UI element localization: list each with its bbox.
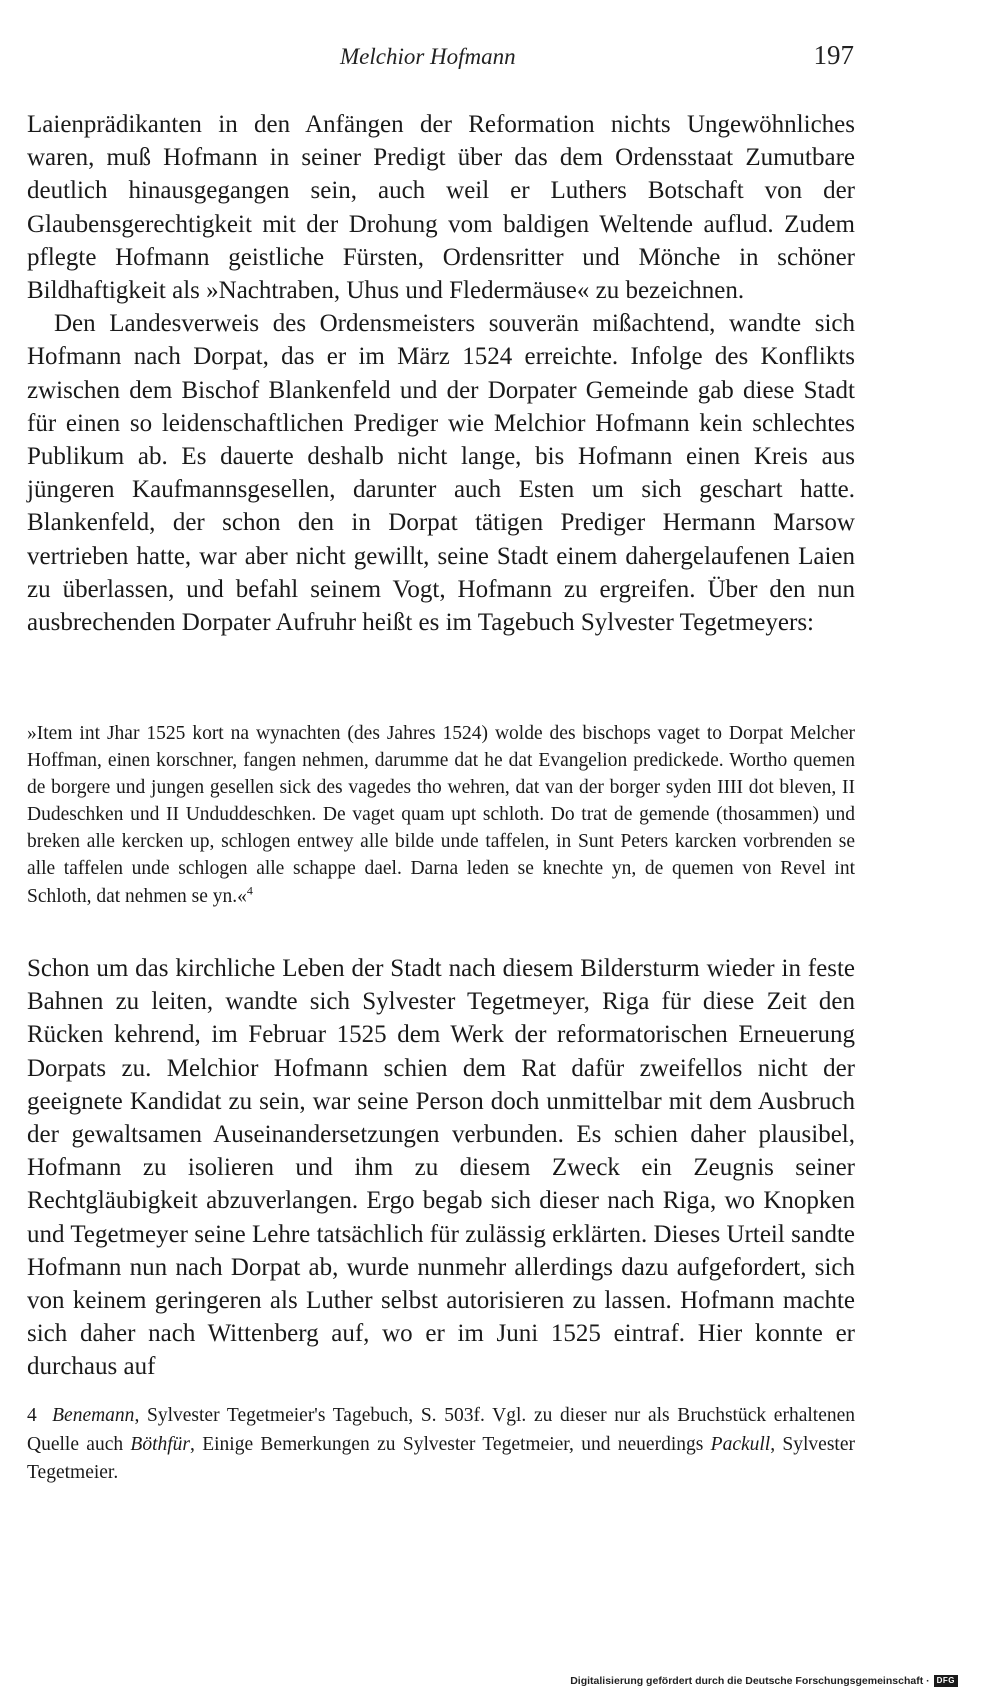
footnote-reference[interactable]: 4	[246, 883, 253, 898]
body-text-top	[27, 108, 855, 639]
footnote-text: , Einige Bemerkungen zu Sylvester Tegetmeier, und neuerdings	[190, 1433, 711, 1455]
dfg-logo-icon: DFG	[934, 1675, 958, 1687]
footnote-author: Böthfür	[130, 1433, 191, 1455]
footnote-author: Packull	[710, 1433, 771, 1455]
footnote	[27, 1402, 855, 1488]
digitization-credit	[570, 1675, 958, 1687]
footnote-text: , Sylvester Tegetmeier.	[27, 1433, 855, 1483]
running-title: Melchior Hofmann	[340, 44, 516, 69]
quote-text: »Item int Jhar 1525 kort na wynachten (des Jahres 1524) wolde des bischops vaget to Dorpat Melcher Hoffman, einen korschner, fangen nehmen, darumme dat he dat Evangelion predickede. Wortho quemen de borgere und jungen gesellen sick des vagedes tho wehren, dat van der borger syden IIII dot bleven, II Dudeschken und II Unduddeschken. De vaget quam upt schloth. Do trat de gemende (thosammen) und breken alle kercken up, schlogen entwey alle bilde unde taffelen, in Sunt Peters karcken vorbrenden se alle taffelen unde schlogen alle schappe dael. Darna leden se knechte yn, de quemen von Revel int Schloth, dat nehmen se yn.«	[27, 723, 855, 907]
paragraph-tegetmeyer: Schon um das kirchliche Leben der Stadt nach diesem Bildersturm wieder in feste Bahnen zu leiten, wandte sich Sylvester Tegetmeyer, Riga für diese Zeit den Rücken kehrend, im Februar 1525 dem Werk der reformatorischen Erneuerung Dorpats zu. Melchior Hofmann schien dem Rat dafür zweifellos nicht der geeignete Kandidat zu sein, war seine Person doch unmittelbar mit dem Ausbruch der gewaltsamen Auseinandersetzungen verbunden. Es schien daher plausibel, Hofmann zu isolieren und ihm zu diesem Zweck ein Zeugnis seiner Rechtgläubigkeit abzuverlangen. Ergo begab sich dieser nach Riga, wo Knopken und Tegetmeyer seine Lehre tatsächlich für zulässig erklärten. Dieses Urteil sandte Hofmann nun nach Dorpat ab, wurde nunmehr allerdings dazu aufgefordert, sich von keinem geringeren als Luther selbst autorisieren zu lassen. Hofmann machte sich daher nach Wittenberg auf, wo er im Juni 1525 eintraf. Hier konnte er durchaus auf	[27, 955, 855, 1381]
paragraph-dorpat: Den Landesverweis des Ordensmeisters souverän mißachtend, wandte sich Hofmann nach Dorpat, das er im März 1524 erreichte. Infolge des Konflikts zwischen dem Bischof Blankenfeld und der Dorpater Gemeinde gab diese Stadt für einen so leidenschaftlichen Prediger wie Melchior Hofmann kein schlechtes Publikum ab. Es dauerte deshalb nicht lange, bis Hofmann einen Kreis aus jüngeren Kaufmannsgesellen, darunter auch Esten um sich geschart hatte. Blankenfeld, der schon den in Dorpat tätigen Prediger Hermann Marsow vertrieben hatte, war aber nicht gewillt, seine Stadt einem dahergelaufenen Laien zu überlassen, und befahl seinem Vogt, Hofmann zu ergreifen. Über den nun ausbrechenden Dorpater Aufruhr heißt es im Tagebuch Sylvester Tegetmeyers:	[27, 310, 855, 637]
footnote-author: Benemann	[52, 1405, 135, 1426]
footnote-number: 4	[27, 1405, 37, 1426]
page-number: 197	[813, 40, 854, 70]
block-quote	[27, 720, 855, 910]
credit-text: Digitalisierung gefördert durch die Deutsche Forschungsgemeinschaft ·	[570, 1675, 930, 1687]
paragraph-continuation: Laienprädikanten in den Anfängen der Reformation nichts Ungewöhnliches waren, muß Hofmann in seiner Predigt über das dem Ordensstaat Zumutbare deutlich hinausgegangen sein, auch weil er Luthers Botschaft von der Glaubensgerechtigkeit mit der Drohung vom baldigen Weltende auflud. Zudem pflegte Hofmann geistliche Fürsten, Ordensritter und Mönche in schöner Bildhaftigkeit als »Nachtraben, Uhus und Fledermäuse« zu bezeichnen.	[27, 111, 855, 305]
body-text-bottom	[27, 952, 855, 1384]
footnote-text: , Sylvester Tegetmeier's Tagebuch, S. 503f. Vgl. zu dieser nur als Bruchstück erhaltenen Quelle auch	[27, 1405, 856, 1455]
